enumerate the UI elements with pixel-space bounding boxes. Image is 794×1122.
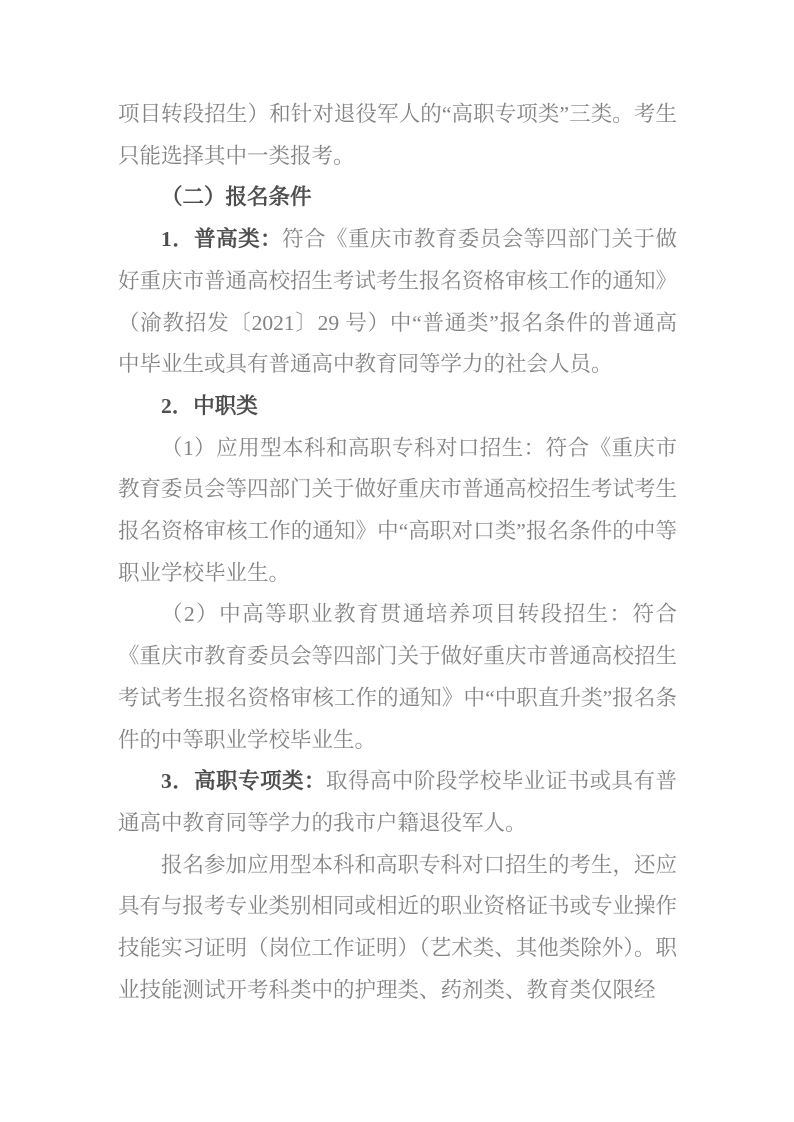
paragraph-duikou-zhaosheng: （1）应用型本科和高职专科对口招生：符合《重庆市教育委员会等四部门关于做好重庆市普通高校招生考试考生报名资格审核工作的通知》中“高职对口类”报名条件的中等职业学校毕业生。: [118, 435, 678, 585]
paragraph-text-pugao-lei: 符合《重庆市教育委员会等四部门关于做好重庆市普通高校招生考试考生报名资格审核工作的通知》（渝教招发〔2021〕29 号）中“普通类”报名条件的普通高中毕业生或具有普通高中教育同等学力的社会人员。: [118, 227, 678, 377]
paragraph-pugao-lei: [118, 219, 677, 386]
document-content: [118, 94, 677, 1011]
paragraph-zhiye-zige-yaoqiu: 报名参加应用型本科和高职专科对口招生的考生，还应具有与报考专业类别相同或相近的职业资格证书或专业操作技能实习证明（岗位工作证明）（艺术类、其他类除外）。职业技能测试开考科类中的护理类、药剂类、教育类仅限经: [118, 852, 678, 1002]
paragraph-zhuanduan-zhaosheng: （2）中高等职业教育贯通培养项目转段招生：符合《重庆市教育委员会等四部门关于做好重庆市普通高校招生考试考生报名资格审核工作的通知》中“中职直升类”报名条件的中等职业学校毕业生。: [118, 602, 678, 752]
paragraph-lead-pugao-lei: 1．普高类：: [161, 227, 283, 252]
section-heading-zhongzhi-lei: 2．中职类: [161, 393, 258, 418]
paragraph-continuation: 项目转段招生）和针对退役军人的“高职专项类”三类。考生只能选择其中一类报考。: [118, 102, 677, 168]
paragraph-text-gaozhi-zhuanxiang-lei: 取得高中阶段学校毕业证书或具有普通高中教育同等学力的我市户籍退役军人。: [118, 769, 677, 835]
section-heading-baoming-tiaojian: （二）报名条件: [161, 185, 312, 210]
paragraph-gaozhi-zhuanxiang-lei: [118, 761, 677, 844]
paragraph-lead-gaozhi-zhuanxiang-lei: 3．高职专项类：: [161, 769, 326, 794]
